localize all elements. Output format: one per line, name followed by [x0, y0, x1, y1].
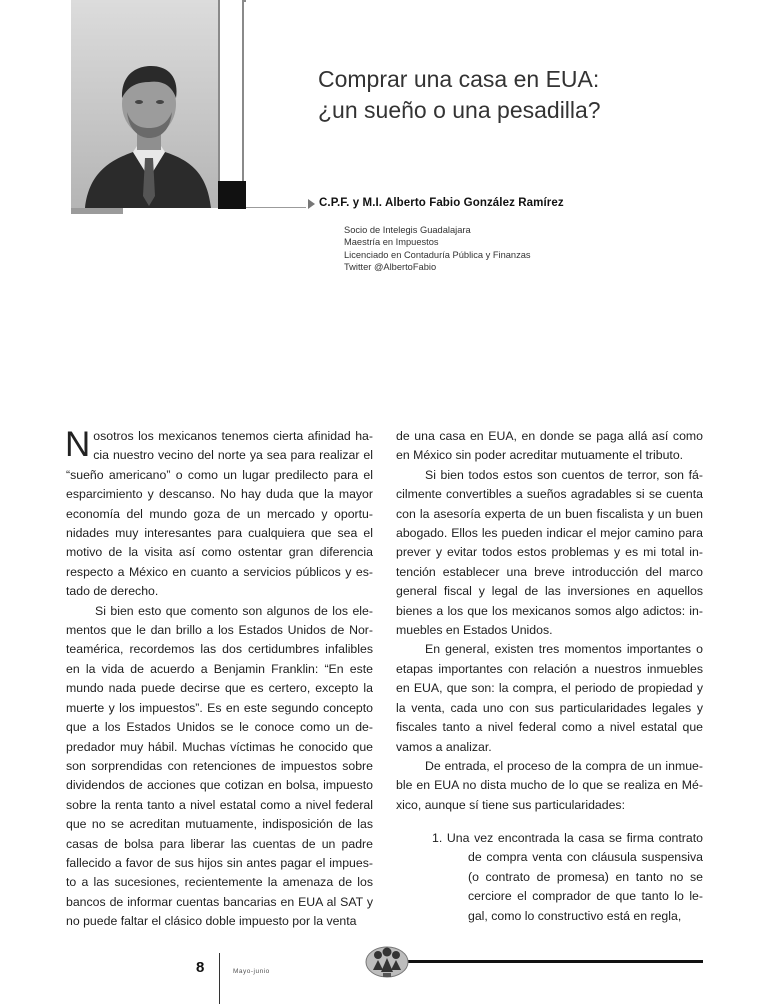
author-photo — [71, 0, 218, 208]
bio-line: Twitter @AlbertoFabio — [344, 262, 437, 273]
title-line-2: ¿un sueño o una pesadilla? — [318, 97, 601, 123]
black-corner-block — [218, 181, 246, 209]
drop-cap: N — [65, 425, 91, 464]
paragraph: Si bien esto que comento son algunos de los elementos que le dan brillo a los Estados Unidos de Norteamérica, recordemos las dos certidumbres infalibles en la vida de acuerdo a Benjamin Franklin: “En este mundo nada puede decirse que es certero, excepto la muerte y los impuestos”. Es en este segundo concepto que a los Estados Unidos se le conoce como un depredador muy hábil. Muchas víctimas he conocido que son sorprendidas con retenciones de impuestos sobre dividendos de acciones que cotizan en bolsa, impuesto sobre la renta tanto a nivel estatal como a nivel federal que no se acreditan mutuamente, indisposición de las casas de bolsa para liberar las cuentas de un padre fallecido a favor de sus hijos sin antes pagar el impuesto a las sucesiones, recientemente la amenaza de los bancos de informar cuentas bancarias en EUA al SAT y no puede faltar el clásico doble impuesto por la venta — [66, 603, 373, 929]
left-column — [66, 427, 373, 932]
author-arrow-icon — [308, 199, 315, 209]
author-bio — [344, 224, 531, 274]
paragraph: De entrada, el proceso de la compra de un inmueble en EUA no dista mucho de lo que se realiza en México, aunque sí tiene sus particularidades: — [396, 758, 703, 812]
list-item — [432, 829, 703, 926]
paragraph: Si bien todos estos son cuentos de terror, son fácilmente convertibles a sueños agradables si se cuenta con la asesoría experta de un buen fiscalista y un buen abogado. Ellos les pueden indicar el mejor camino para prever y evitar todos estos problemas y es mi total intención establecer una breve introducción del marco general fiscal y legal de las inversiones en aquellos bienes a los que los mexicanos somos algo adictos: inmuebles en Estados Unidos. — [396, 467, 703, 638]
issue-label: Mayo-junio — [233, 968, 270, 975]
bio-line: Maestría en Impuestos — [344, 237, 439, 248]
bio-line: Licenciado en Contaduría Pública y Finanzas — [344, 249, 531, 260]
title-line-1: Comprar una casa en EUA: — [318, 66, 600, 92]
bio-line: Socio de Intelegis Guadalajara — [344, 225, 471, 235]
photo-frame — [218, 0, 244, 181]
gray-accent-bar — [71, 208, 123, 214]
author-name: C.P.F. y M.I. Alberto Fabio González Ramírez — [319, 197, 564, 209]
paragraph: En general, existen tres momentos importantes o etapas importantes con relación a nuestros inmuebles en EUA, que son: la compra, el periodo de propiedad y la venta, cada uno con sus particularidades legales y fiscales tanto a nivel federal como a nivel estatal que vamos a analizar. — [396, 642, 703, 754]
right-column — [396, 427, 703, 815]
publication-logo-icon — [364, 944, 410, 985]
footer-divider — [219, 953, 220, 1004]
list-item-text: Una vez encontrada la casa se firma contrato de compra venta con cláusula suspensiva (o contrato de promesa) en tanto no se cerciore el comprador de que tanto lo legal, como lo constructivo está en regla, — [446, 831, 703, 923]
paragraph-text: osotros los mexicanos tenemos cierta afinidad hacia nuestro vecino del norte ya sea para realizar el “sueño americano” o como un lugar predilecto para el esparcimiento y descanso. No hay duda que la mayor economía del mundo goza de un mercado y oportunidades muy interesantes para cualquiera que sea el motivo de la visita así como ostentar gran diferencia respecto a México en cuanto a servicios públicos y estado de derecho. — [66, 429, 373, 599]
paragraph — [66, 427, 373, 602]
numbered-list — [432, 829, 703, 926]
footer-rule — [408, 960, 703, 963]
paragraph: de una casa en EUA, en donde se paga allá así como en México sin poder acreditar mutuamente el tributo. — [396, 429, 703, 463]
list-number: 1. — [432, 831, 443, 845]
author-rule — [246, 207, 306, 208]
page-number: 8 — [196, 959, 205, 976]
article-title — [318, 64, 738, 126]
